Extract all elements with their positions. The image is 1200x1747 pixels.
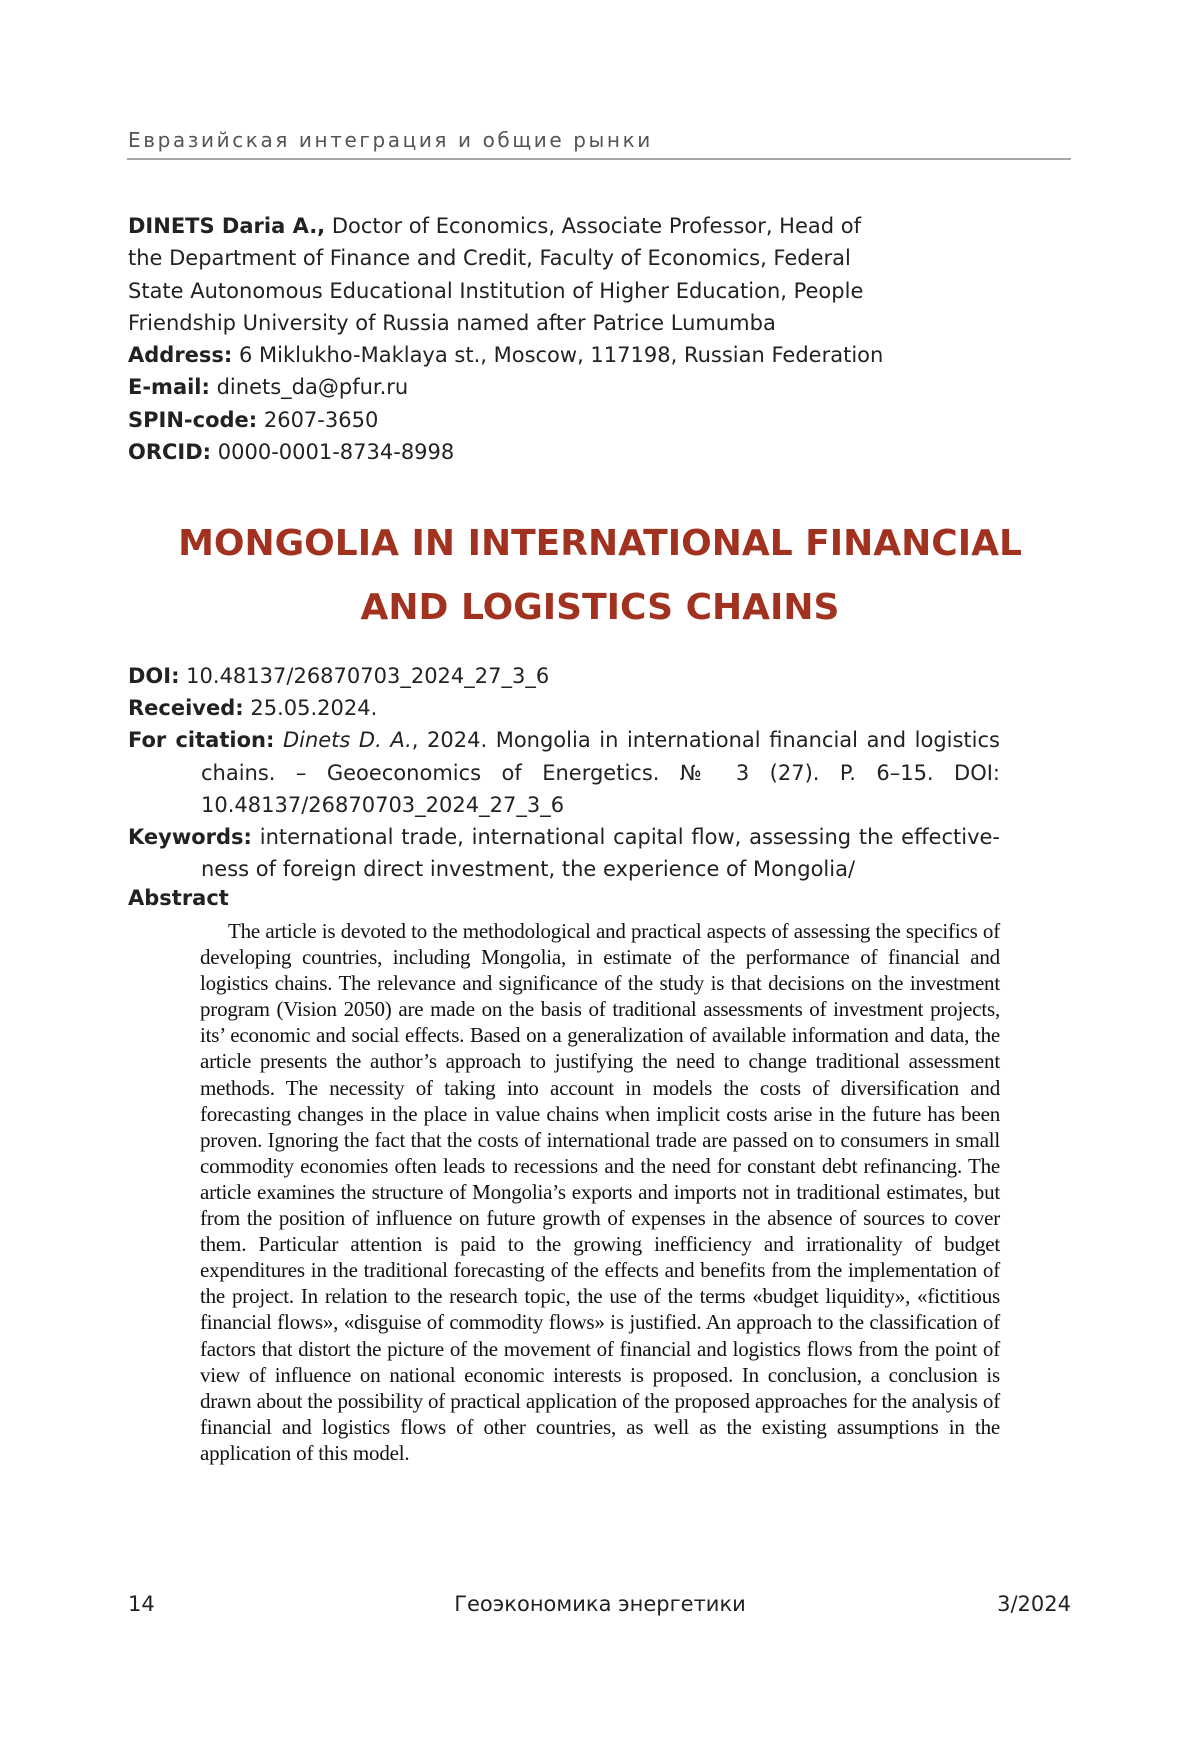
address-label: Address: [128, 343, 233, 368]
citation-line [128, 724, 1000, 821]
author-affiliation-3: State Autonomous Educational Institution of Higher Education, People [128, 278, 864, 303]
journal-name: Геоэкономика энергетики [454, 1592, 746, 1616]
author-line-1 [128, 210, 862, 242]
citation-author: Dinets D. A. [282, 728, 412, 753]
email-label: E-mail: [128, 375, 210, 400]
doi-value: 10.48137/26870703_2024_27_3_6 [179, 664, 550, 688]
doi-line [128, 660, 1000, 692]
author-block [128, 210, 884, 468]
author-name: DINETS Daria A., [128, 214, 326, 238]
spin-value: 2607-3650 [257, 407, 379, 432]
title-line-1: MONGOLIA IN INTERNATIONAL FINANCIAL [178, 523, 1022, 564]
orcid-value: 0000-0001-8734-8998 [211, 440, 455, 465]
article-title [128, 512, 1072, 640]
author-address [128, 339, 884, 371]
keywords-label: Keywords: [128, 825, 252, 850]
author-orcid [128, 436, 858, 468]
received-value: 25.05.2024. [243, 696, 378, 721]
doi-label: DOI: [128, 664, 180, 688]
citation-text: , 2024. Mongolia in international financial and logistics chains. – Geoeconomics of Energetics. № 3 (27). P. 6–15. DOI: 10.48137/26870703_2024_27_3_6 [201, 728, 1000, 817]
article-meta [128, 660, 1000, 885]
received-line [128, 692, 1000, 724]
keywords-line [128, 821, 1000, 885]
author-affiliation-4: Friendship University of Russia named after Patrice Lumumba [128, 310, 776, 335]
spin-label: SPIN-code: [128, 407, 258, 432]
received-label: Received: [128, 696, 244, 721]
orcid-label: ORCID: [128, 440, 212, 465]
header-rule [127, 158, 1071, 160]
author-affiliation-1: Doctor of Economics, Associate Professor, Head of [325, 214, 862, 238]
issue-number: 3/2024 [997, 1592, 1071, 1616]
address-value: 6 Miklukho-Maklaya st., Moscow, 117198, Russian Federation [232, 343, 884, 368]
author-spin [128, 404, 858, 436]
title-line-2: AND LOGISTICS CHAINS [360, 587, 840, 628]
page-number: 14 [128, 1592, 155, 1616]
abstract-text: The article is devoted to the methodological and practical aspects of assessing the specifics of developing countries, including Mongolia, in estimate of the performance of financial and logistics chains. The relevance and significance of the study is that decisions on the investment program (Vision 2050) are made on the basis of traditional assessments of investment projects, its’ economic and social effects. Based on a generalization of available information and data, the article presents the author’s approach to justifying the need to change traditional assessment methods. The necessity of taking into account in models the costs of diversification and forecasting changes in the place in value chains when implicit costs arise in the future has been proven. Ignoring the fact that the costs of international trade are passed on to consumers in small commodity economies often leads to recessions and the need for constant debt refinancing. The article examines the structure of Mongolia’s exports and imports not in traditional estimates, but from the position of influence on future growth of expenses in the absence of sources to cover them. Particular attention is paid to the growing inefficiency and irrationality of budget expenditures in the traditional forecasting of the effects and benefits from the implementation of the project. In relation to the research topic, the use of the terms «budget liquidity», «fictitious financial flows», «disguise of commodity flows» is justified. An approach to the classification of factors that distort the picture of the movement of financial and logistics flows from the point of view of influence on national economic interests is proposed. In conclusion, a conclusion is drawn about the possibility of practical application of the proposed approaches for the analysis of financial and logistics flows of other countries, as well as the existing assumptions in the application of this model. [200, 919, 1000, 1465]
keywords-value: international trade, international capital flow, assessing the effectiveness of foreign direct investment, the experience of Mongolia/ [201, 825, 1000, 882]
citation-label: For citation: [128, 728, 275, 753]
running-head: Евразийская интеграция и общие рынки [128, 128, 653, 152]
author-email [128, 371, 858, 403]
email-value: dinets_da@pfur.ru [209, 375, 409, 400]
author-affiliation-2: the Department of Finance and Credit, Faculty of Economics, Federal [128, 246, 851, 271]
abstract-heading: Abstract [128, 886, 229, 910]
